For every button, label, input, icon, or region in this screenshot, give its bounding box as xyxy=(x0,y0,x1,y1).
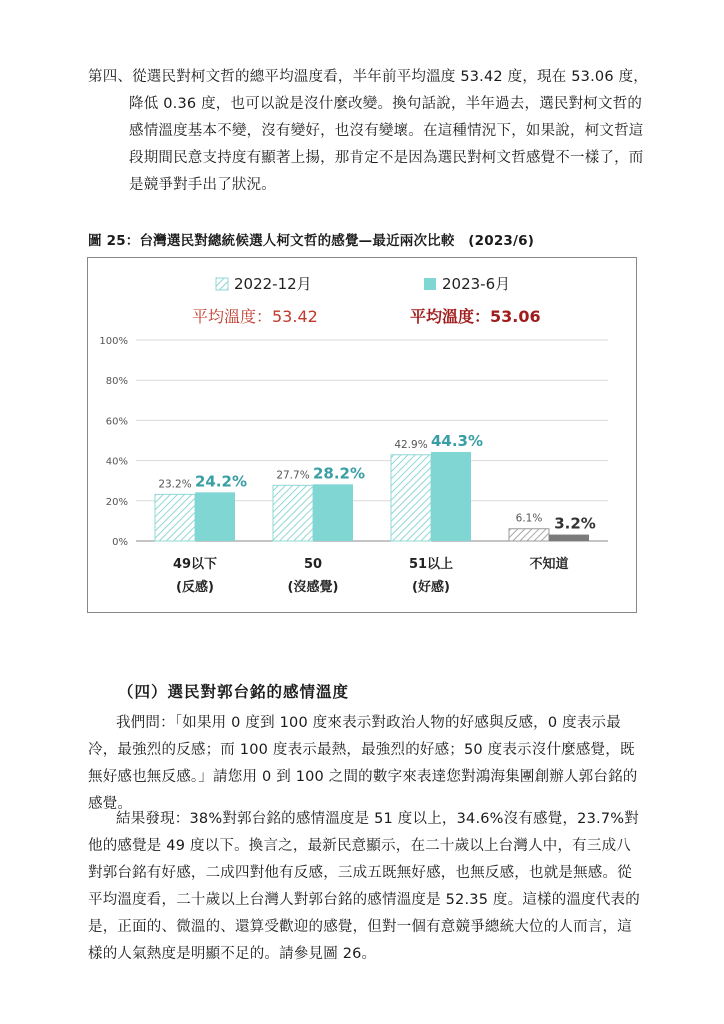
x-category-label: 50 xyxy=(303,557,323,572)
average-temperature-0: 平均溫度：53.42 xyxy=(192,307,318,326)
chart-frame xyxy=(87,257,637,613)
data-label-1-3: 3.2% xyxy=(554,514,596,533)
y-tick-label: 80% xyxy=(105,376,128,388)
chart-x-labels xyxy=(173,556,569,595)
paragraph-2: 我們問：「如果用 0 度到 100 度來表示對政治人物的好感與反感，0 度表示最冷，最強烈的反感；而 100 度表示最熱，最強烈的好感；50 度表示沒什麼感覺，既無好感也無反感。」請您用 0 到 100 之間的數字來表達您對鴻海集團創辦人郭台銘的感覺。 xyxy=(88,715,638,812)
data-label-0-0: 23.2% xyxy=(158,478,192,491)
y-tick-label: 100% xyxy=(99,336,128,347)
legend-label-1: 2023-6月 xyxy=(442,275,511,293)
paragraph-1 xyxy=(88,64,648,199)
data-label-0-3: 6.1% xyxy=(515,512,543,525)
bar-1-0 xyxy=(195,492,235,541)
chart-legend xyxy=(192,275,541,326)
bar-1-3 xyxy=(549,535,589,541)
y-tick-label: 0% xyxy=(112,537,128,548)
bar-1-2 xyxy=(431,452,471,541)
y-tick-label: 40% xyxy=(105,456,128,468)
bar-0-1 xyxy=(273,485,313,541)
legend-swatch-0 xyxy=(216,278,228,290)
bar-0-2 xyxy=(391,455,431,541)
legend-swatch-1 xyxy=(424,278,436,290)
x-category-label: 51以上 xyxy=(408,557,454,572)
bar-0-3 xyxy=(509,529,549,541)
y-tick-label: 20% xyxy=(105,496,128,508)
data-label-1-1: 28.2% xyxy=(312,464,366,483)
average-temperature-1: 平均溫度：53.06 xyxy=(410,307,541,326)
paragraph-3: 結果發現：38%對郭台銘的感情溫度是 51 度以上，34.6%沒有感覺，23.7%對他的感覺是 49 度以下。換言之，最新民意顯示，在二十歲以上台灣人中，有三成八對郭台銘有好感，二成四對他有反感，三成五既無好感，也無反感，也就是無感。從平均溫度看，二十歲以上台灣人對郭台銘的感情溫度是 52.35 度。這樣的溫度代表的是，正面的、微溫的、還算受歡迎的感覺，但對一個有意競爭總統大位的人而言，這樣的人氣熱度是明顯不足的。請參見圖 26。 xyxy=(88,811,640,962)
bar-chart xyxy=(88,258,636,612)
chart-bars xyxy=(155,432,596,541)
x-category-label: 不知道 xyxy=(529,557,569,572)
data-label-0-1: 27.7% xyxy=(276,469,310,482)
y-tick-label: 60% xyxy=(105,416,128,428)
x-category-sublabel: (反感) xyxy=(176,580,214,595)
section-title: （四）選民對郭台銘的感情溫度 xyxy=(118,682,350,701)
bar-1-1 xyxy=(313,484,353,541)
data-label-1-0: 24.2% xyxy=(194,472,248,491)
data-label-0-2: 42.9% xyxy=(394,438,428,451)
figure-caption: 圖 25：台灣選民對總統候選人柯文哲的感覺—最近兩次比較 (2023/6) xyxy=(88,233,535,249)
x-category-sublabel: (好感) xyxy=(412,580,450,595)
paragraph-1-body: 從選民對柯文哲的總平均溫度看，半年前平均溫度 53.42 度，現在 53.06 度，降低 0.36 度，也可以說是沒什麼改變。換句話說，半年過去，選民對柯文哲的感情溫度基本不變，沒有變好，也沒有變壞。在這種情況下，如果說，柯文哲這段期間民意支持度有顯著上揚，那肯定不是因為選民對柯文哲感覺不一樣了，而是競爭對手出了狀況。 xyxy=(129,69,648,193)
bar-0-0 xyxy=(155,494,195,541)
legend-label-0: 2022-12月 xyxy=(234,275,312,293)
data-label-1-2: 44.3% xyxy=(430,431,484,450)
x-category-label: 49以下 xyxy=(172,557,218,572)
paragraph-1-lead: 第四、 xyxy=(88,69,133,85)
x-category-sublabel: (沒感覺) xyxy=(287,580,339,595)
